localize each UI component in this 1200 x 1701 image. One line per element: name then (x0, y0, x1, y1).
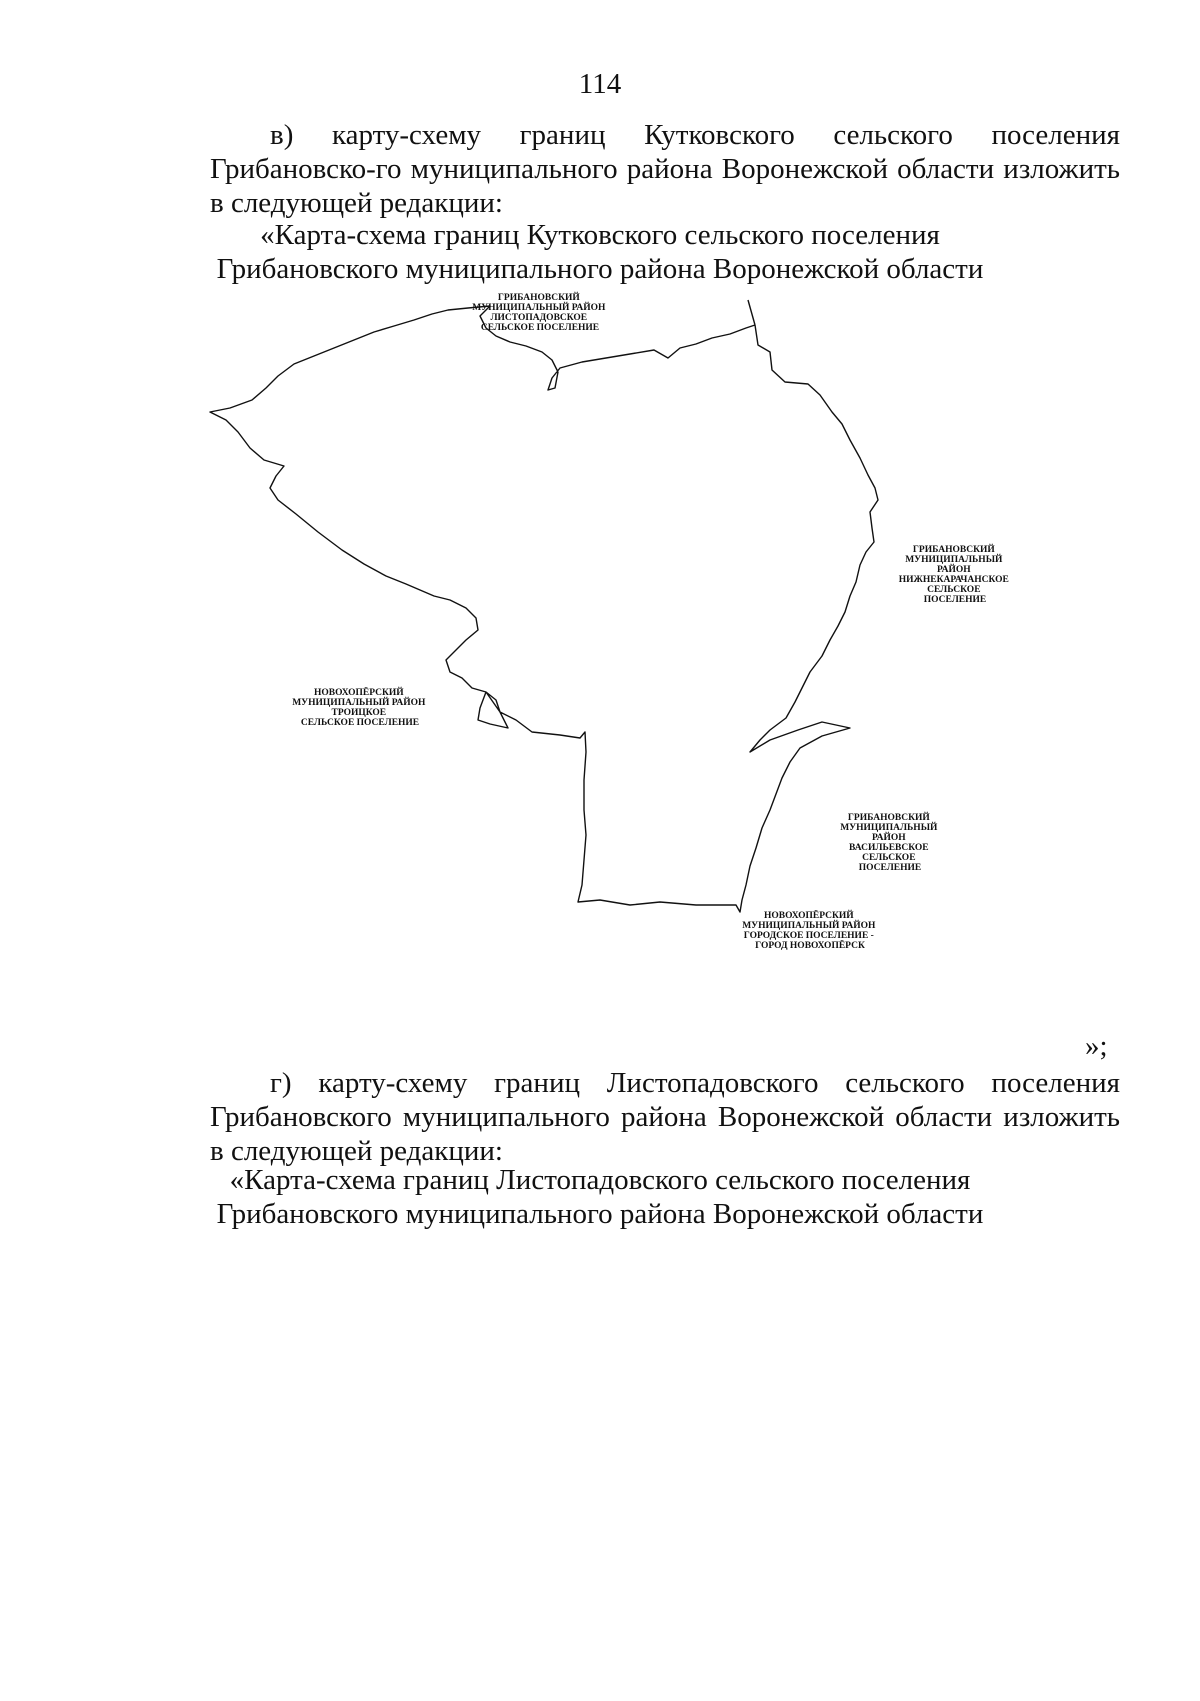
region-label-west: НОВОХОПЁРСКИЙ МУНИЦИПАЛЬНЫЙ РАЙОН ТРОИЦКОЕ СЕЛЬСКОЕ ПОСЕЛЕНИЕ (292, 688, 426, 728)
region-label-east: ГРИБАНОВСКИЙ МУНИЦИПАЛЬНЫЙ РАЙОН НИЖНЕКАРАЧАНСКОЕ СЕЛЬСКОЕ ПОСЕЛЕНИЕ (898, 545, 1009, 605)
map-title-line-2: Грибановского муниципального района Воронежской области (216, 253, 984, 285)
region-label-southeast: ГРИБАНОВСКИЙ МУНИЦИПАЛЬНЫЙ РАЙОН ВАСИЛЬЕВСКОЕ СЕЛЬСКОЕ ПОСЕЛЕНИЕ (840, 813, 938, 873)
map-title-kutkovskoe (0, 218, 1200, 286)
settlement-boundary (210, 306, 878, 912)
boundary-map (210, 293, 1130, 1040)
map-title-listopadovskoe (0, 1163, 1200, 1231)
closing-quote: »; (1085, 1030, 1108, 1062)
boundary-spur-north (748, 300, 755, 325)
page-number: 114 (578, 68, 622, 100)
map-title-line-1: «Карта-схема границ Листопадовского сельского поселения (229, 1164, 971, 1196)
paragraph-v: в) карту-схему границ Кутковского сельского поселения Грибановско-го муниципального района Воронежской области изложить в следующей редакции: (210, 119, 1120, 219)
map-title-line-1: «Карта-схема границ Кутковского сельского поселения (260, 219, 940, 251)
map-title-line-2: Грибановского муниципального района Воронежской области (216, 1198, 984, 1230)
region-label-south: НОВОХОПЁРСКИЙ МУНИЦИПАЛЬНЫЙ РАЙОН ГОРОДСКОЕ ПОСЕЛЕНИЕ - ГОРОД НОВОХОПЁРСК (742, 911, 876, 951)
paragraph-g: г) карту-схему границ Листопадовского сельского поселения Грибановского муниципального района Воронежской области изложить в следующей редакции: (210, 1067, 1120, 1167)
region-label-north: ГРИБАНОВСКИЙ МУНИЦИПАЛЬНЫЙ РАЙОН ЛИСТОПАДОВСКОЕ СЕЛЬСКОЕ ПОСЕЛЕНИЕ (472, 293, 606, 333)
